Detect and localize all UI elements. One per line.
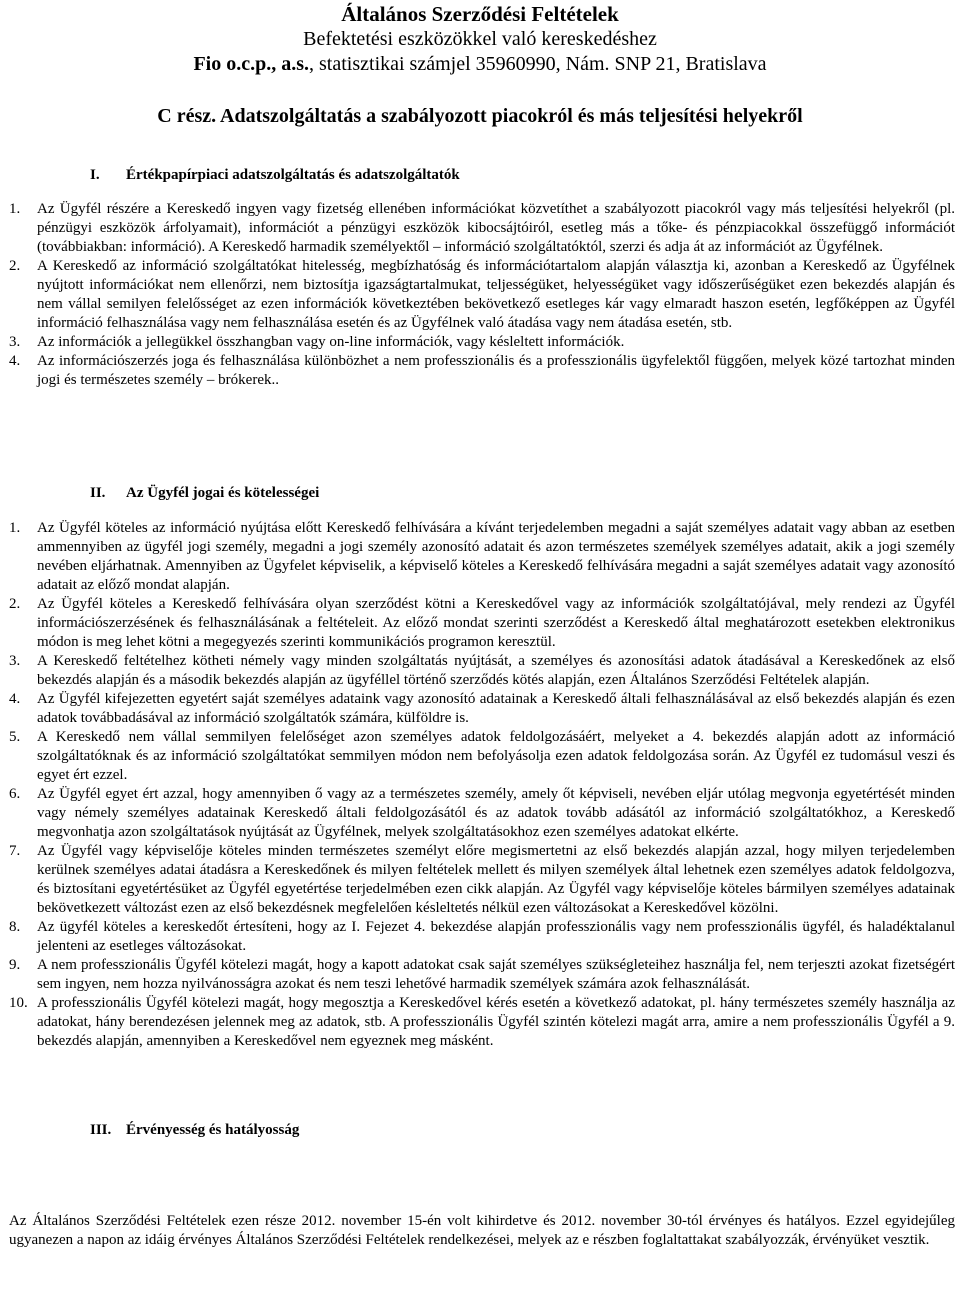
item-number: 2. xyxy=(9,596,21,612)
item-text: A professzionális Ügyfél kötelezi magát, hogy megosztja a Kereskedővel kérés esetén a következő adatokat, pl. hány természetes személy használja az adatokat, hány berendezésen jelennek meg az adatok, stb. A professzionális Ügyfél szintén kötelezi magát arra, amire a nem professzionális Ügyfél a 9. bekezdés alapján, amennyiben a Kereskedővel nem egyeznek meg másként. xyxy=(37,995,955,1049)
item-number: 1. xyxy=(9,520,21,536)
list-item xyxy=(9,257,955,333)
section-2-list xyxy=(9,519,955,1051)
item-number: 3. xyxy=(9,334,21,350)
list-item xyxy=(9,994,955,1051)
item-number: 3. xyxy=(9,653,21,669)
section-2-title: Az Ügyfél jogai és kötelességei xyxy=(126,485,320,501)
section-2-number: II. xyxy=(90,485,106,501)
list-item xyxy=(9,956,955,994)
item-text: Az Ügyfél egyet ért azzal, hogy amennyiben ő vagy az a természetes személy, amely őt képviseli, nevében eljár utólag megvonja egyetértését minden vagy némely személyes adatainak Kereskedő általi feldolgozásától és az adatok tovább adásától az információ szolgáltatókhoz, a Kereskedő megvonhatja azon szolgáltatások nyújtását az Ügyfélnek, melyek szolgáltatásokhoz ezen személyes adatokat elkérte. xyxy=(37,786,955,840)
item-number: 8. xyxy=(9,919,21,935)
item-number: 7. xyxy=(9,843,21,859)
item-text: Az Ügyfél kifejezetten egyetért saját személyes adataink vagy azonosító adatainak a Kereskedő általi felhasználásával az első bekezdés alapján és ezen adatok továbbadásával az információ szolgáltatók számára, külföldre is. xyxy=(37,691,955,726)
list-item xyxy=(9,652,955,690)
section-1-list xyxy=(9,200,955,390)
list-item xyxy=(9,785,955,842)
item-text: Az ügyfél köteles a kereskedőt értesíteni, hogy az I. Fejezet 4. bekezdése alapján professzionális vagy nem professzionális ügyfél, és haladéktalanul jelenteni az esetleges változásokat. xyxy=(37,919,955,954)
item-text: Az információszerzés joga és felhasználása különbözhet a nem professzionális és a professzionális ügyfelektől függően, melyek közé tartozhat minden jogi és természetes személy – brókerek.. xyxy=(37,353,955,388)
validity-paragraph: Az Általános Szerződési Feltételek ezen része 2012. november 15-én volt kihirdetve és 2012. november 30-tól érvényes és hatályos. Ezzel egyidejűleg ugyanezen a napon az idáig érvényes Általános Szerződési Feltételek rendelkezései, melyek az e részben foglaltattakat szabályozzák, érvényüket vesztik. xyxy=(9,1213,955,1248)
section-1-number: I. xyxy=(90,167,100,183)
item-number: 4. xyxy=(9,691,21,707)
section-1-title: Értékpapírpiaci adatszolgáltatás és adatszolgáltatók xyxy=(126,167,460,183)
item-number: 4. xyxy=(9,353,21,369)
item-text: A nem professzionális Ügyfél kötelezi magát, hogy a kapott adatokat csak saját személyes szükségleteihez használja fel, nem terjeszti azokat fizetségért sem ingyen, nem hozza nyilvánosságra azokat és nem teszi lehetővé harmadik személyek számára azok felhasználását. xyxy=(37,957,955,992)
item-text: Az Ügyfél köteles az információ nyújtása előtt Kereskedő felhívására a kívánt terjedelemben megadni a saját személyes adatait vagy abban az esetben ammennyiben az ügyfél jogi személy, megadni a jogi személy azonosító adatait és azon természetes személyek személyes adatait, akik a jogi személy nevében eljárhatnak. Amennyiben az Ügyfelet képviselik, a képviselő köteles a Kereskedő felhívására megadni a saját személyes adatait vagy azonosító adatait az előző mondat alapján. xyxy=(37,520,955,593)
list-item xyxy=(9,333,955,352)
item-text: A Kereskedő nem vállal semmilyen felelőséget azon személyes adatok feldolgozásáért, melyeket a 4. bekezdés alapján adott az információ szolgáltatóknak és az információ szolgáltatókat semmilyen módon nem befolyásolja ezen adatok feldolgozása során. Az Ügyfél ez tudomásul veszi és egyet ért ezzel. xyxy=(37,729,955,783)
list-item xyxy=(9,352,955,390)
list-item xyxy=(9,519,955,595)
item-number: 10. xyxy=(9,995,28,1011)
list-item xyxy=(9,200,955,257)
document-subtitle: Befektetési eszközökkel való kereskedéshez xyxy=(303,28,657,50)
item-number: 5. xyxy=(9,729,21,745)
item-text: Az Ügyfél vagy képviselője köteles minden természetes személyt előre megismertetni az első bekezdés alapján azzal, hogy milyen terjedelemben kerülnek személyes adatai átadásra a Kereskedőnek és milyen feltételek mellett és milyen személyek által lehetnek ezen személyes adatok feldolgozva, és biztosítani egyetértésüket az Ügyfél egyetértése terjedelmében ezen cikk alapján. Az Ügyfél vagy képviselője köteles bármilyen személyes adatainak bekövetkezett változást ezen az első bekezdésnek megfelelően késleltetés nélkül ezen változásokat a Kereskedővel közölni. xyxy=(37,843,955,916)
section-3-title: Érvényesség és hatályosság xyxy=(126,1122,300,1138)
item-text: Az Ügyfél részére a Kereskedő ingyen vagy fizetség ellenében információkat közvetíthet a szabályozott piacokról vagy más teljesítési helyekről (pl. pénzügyi eszközök árfolyamait), információt a pénzügyi eszközök kibocsájtóiról, esetleg más a tőke- és pénzpiacokkal összefüggő információt (továbbiakban: információ). A Kereskedő harmadik személyektől – információ szolgáltatóktól, szerzi és adja át az információt az Ügyfélnek. xyxy=(37,201,955,255)
list-item xyxy=(9,918,955,956)
section-1-heading xyxy=(90,166,460,184)
section-3-heading xyxy=(90,1121,299,1139)
document-title: Általános Szerződési Feltételek xyxy=(341,2,619,26)
company-name: Fio o.c.p., a.s. xyxy=(193,53,310,75)
company-line xyxy=(0,52,960,76)
item-text: Az információk a jellegükkel összhangban vagy on-line információk, vagy késleltett információk. xyxy=(37,334,625,350)
item-number: 6. xyxy=(9,786,21,802)
item-text: A Kereskedő az információ szolgáltatókat hitelesség, megbízhatóság és információtartalom alapján választja ki, azonban a Kereskedő az Ügyfélnek nyújtott információkat nem ellenőrzi, nem biztosítja igazságtartalmukat, teljességüket, helyességüket vagy időszerűségüket ezen bekezdés alapján és nem vállal semilyen felelősséget az ezen információk következtében bekövetkező esetleges kár vagy elmaradt haszon esetén, legfőképpen az Ügyfél információ felhasználása vagy nem felhasználása esetén és az Ügyfélnek való átadása vagy nem átadása esetén, stb. xyxy=(37,258,955,331)
list-item xyxy=(9,728,955,785)
item-number: 2. xyxy=(9,258,21,274)
item-text: Az Ügyfél köteles a Kereskedő felhívására olyan szerződést kötni a Kereskedővel vagy az információk szolgáltatójával, mely rendezi az Ügyfél információszerzésének és felhasználásának a feltételeit. Az előző mondat szerinti szerződést a Kereskedő által meghatározott esetekben elektronikus módon is meg lehet kötni a megegyezés szerinti kommunikációs programon keresztül. xyxy=(37,596,955,650)
section-2-heading xyxy=(90,484,319,502)
list-item xyxy=(9,690,955,728)
list-item xyxy=(9,842,955,918)
company-details: , statisztikai számjel 35960990, Nám. SNP 21, Bratislava xyxy=(309,53,767,75)
list-item xyxy=(9,595,955,652)
item-number: 1. xyxy=(9,201,21,217)
item-number: 9. xyxy=(9,957,21,973)
part-heading: C rész. Adatszolgáltatás a szabályozott piacokról és más teljesítési helyekről xyxy=(157,105,803,127)
item-text: A Kereskedő feltételhez kötheti némely vagy minden szolgáltatás nyújtását, a személyes és azonosítási adatok átadásával a Kereskedőnek az első bekezdés alapján és a második bekezdés alapján az ügyféllel történő szerződés kötés alapján, ezen Általános Szerződési Feltételek alapján. xyxy=(37,653,955,688)
section-3-number: III. xyxy=(90,1122,112,1138)
